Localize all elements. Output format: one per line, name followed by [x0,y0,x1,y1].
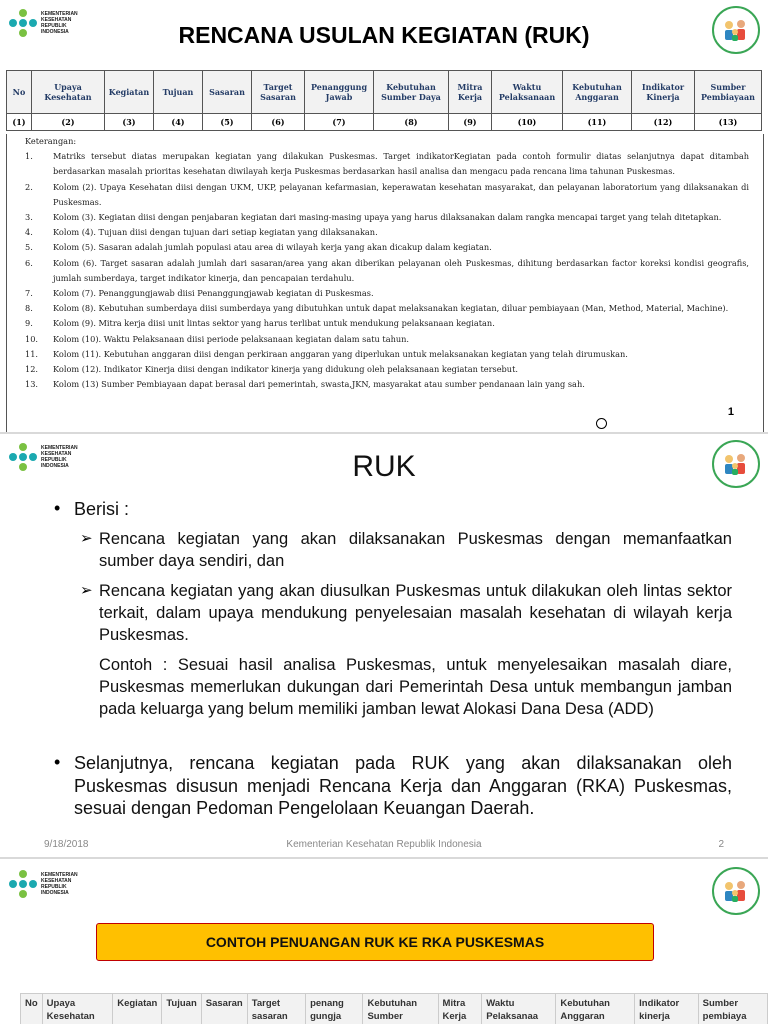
ruk-header-cell: Mitra Kerja [449,71,492,114]
note-number: 9. [25,318,33,329]
slide-1 [0,0,768,432]
note-item [7,377,763,392]
note-number: 7. [25,288,33,299]
note-number: 1. [25,151,33,162]
logo-line: REPUBLIK [41,457,67,463]
note-text: Kolom (5). Sasaran adalah jumlah populasi atau area di wilayah kerja yang akan dicakup dalam kegiatan. [53,242,492,253]
logo-line: INDONESIA [41,890,69,896]
footer-center: Kementerian Kesehatan Republik Indonesia [286,839,482,850]
ruk-number-cell: (10) [492,114,563,131]
bullet-berisi: Berisi : [74,499,130,519]
note-number: 13. [25,379,39,390]
page-title: RENCANA USULAN KEGIATAN (RUK) [178,22,590,48]
logo-line: KEMENTERIAN [41,445,78,451]
example-text: Contoh : Sesuai hasil analisa Puskesmas, untuk menyelesaikan masalah diare, Puskesmas memerlukan dukungan dari Pemerintah Desa untuk membangun jamban pada keluarga yang belum memiliki jamban lewat Alokasi Dana Desa (ADD) [99,656,732,718]
footer-page: 2 [718,839,724,850]
sub-point-1: Rencana kegiatan yang akan dilaksanakan Puskesmas dengan memanfaatkan sumber daya sendiri, dan [99,530,732,570]
note-text: Kolom (10). Waktu Pelaksanaan diisi periode pelaksanaan kegiatan dalam satu tahun. [53,333,410,344]
ruk-number-cell: (1) [7,114,32,131]
note-item [7,256,763,286]
logo-line: KESEHATAN [41,17,72,23]
notes-header: Keterangan: [25,136,77,146]
rka-header-cell: Waktu Pelaksanaa [482,994,556,1024]
note-number: 5. [25,242,33,253]
rka-header-cell: Upaya Kesehatan [42,994,113,1024]
ruk-header-cell: Sumber Pembiayaan [695,71,762,114]
ruk-number-cell: (13) [695,114,762,131]
rka-header-cell: Kegiatan [113,994,162,1024]
ruk-number-row [7,114,762,131]
rka-header-cell: Indikator kinerja [635,994,699,1024]
note-number: 11. [25,348,39,359]
note-item [7,225,763,240]
arrow-bullet-icon: ➢ [80,530,93,547]
note-item [7,347,763,362]
page-number: 1 [727,406,734,418]
rka-header-cell: Kebutuhan Sumber [363,994,438,1024]
note-text: Kolom (2). Upaya Kesehatan diisi dengan UKM, UKP, pelayanan kefarmasian, keperawatan kesehatan masyarakat, dan pelayanan laboratorium yang dilaksanakan di Puskesmas. [53,181,749,207]
ruk-table [6,70,762,131]
rka-header-cell: No [21,994,43,1024]
bullet-dot-icon: • [54,498,61,518]
logo-line: KESEHATAN [41,451,72,457]
rka-header-cell: Tujuan [162,994,201,1024]
ruk-number-cell: (8) [374,114,449,131]
note-number: 6. [25,257,33,268]
ruk-number-cell: (6) [252,114,305,131]
note-item [7,240,763,255]
ruk-number-cell: (9) [449,114,492,131]
ruk-number-cell: (12) [632,114,695,131]
bullet-dot-icon: • [54,752,61,772]
ruk-header-cell: No [7,71,32,114]
sub-point-2: Rencana kegiatan yang akan diusulkan Puskesmas untuk dilakukan oleh lintas sektor terkait, dalam upaya mendukung penyelesaian masalah kesehatan di wilayah kerja Puskesmas. [99,582,732,644]
note-item [7,301,763,316]
logo-text [41,872,78,896]
kemenkes-logo [8,869,78,899]
ruk-header-cell: Upaya Kesehatan [32,71,105,114]
note-text: Kolom (8). Kebutuhan sumberdaya diisi sumberdaya yang dibutuhkan untuk dapat melaksanakan kegiatan, diluar pembiayaan (Man, Method, Material, Machine). [53,303,729,314]
note-item [7,316,763,331]
note-text: Kolom (12). Indikator Kinerja diisi dengan indikator kinerja yang didukung oleh pelaksanaan kegiatan tersebut. [53,364,518,375]
page-title: RUK [352,450,416,483]
note-number: 3. [25,212,33,223]
ruk-header-cell: Sasaran [203,71,252,114]
note-item [7,362,763,377]
ruk-header-cell: Penanggung Jawab [305,71,374,114]
kemenkes-emblem-icon [8,869,38,899]
rka-header-cell: Kebutuhan Anggaran [556,994,635,1024]
note-text: Matriks tersebut diatas merupakan kegiatan yang dilakukan Puskesmas. Target indikatorKegiatan pada contoh formulir diatas selanjutnya dapat ditambah berdasarkan masalah prioritas kesehatan diwilayah kerja Puskesmas berdasarkan hasil analisa dan mengacu pada rencana lima tahunan Puskesmas. [53,151,749,177]
ruk-number-cell: (5) [203,114,252,131]
ruk-number-cell: (11) [563,114,632,131]
ruk-header-cell: Indikator Kinerja [632,71,695,114]
note-item [7,149,763,179]
cursor-circle-icon [596,418,607,429]
ruk-header-cell: Kebutuhan Anggaran [563,71,632,114]
rka-header-cell: Sasaran [201,994,247,1024]
slide-2 [0,434,768,857]
footer-date: 9/18/2018 [44,839,89,850]
ruk-header-cell: Tujuan [154,71,203,114]
note-number: 8. [25,303,33,314]
logo-line: REPUBLIK [41,23,67,29]
ruk-header-cell: Kegiatan [105,71,154,114]
slide-3 [0,859,768,1024]
logo-line: KEMENTERIAN [41,872,78,878]
note-item [7,332,763,347]
rka-header-row [21,994,768,1024]
logo-line: KEMENTERIAN [41,11,78,17]
rka-header-cell: Mitra Kerja [438,994,482,1024]
notes-section [6,134,764,432]
rka-table [20,993,768,1024]
ruk-header-cell: Waktu Pelaksanaan [492,71,563,114]
note-item [7,210,763,225]
note-text: Kolom (9). Mitra kerja diisi unit lintas sektor yang harus terlibat untuk mendukung pelaksanaan kegiatan. [53,318,495,329]
note-item [7,286,763,301]
logo-line: INDONESIA [41,29,69,35]
logo-line: REPUBLIK [41,884,67,890]
bullet-selanjutnya: Selanjutnya, rencana kegiatan pada RUK yang akan dilaksanakan oleh Puskesmas disusun menjadi Rencana Kerja dan Anggaran (RKA) Puskesmas, sesuai dengan Pedoman Pengelolaan Keuangan Daerah. [74,753,732,818]
rka-header-cell: Sumber pembiaya [698,994,767,1024]
note-text: Kolom (7). Penanggungjawab diisi Penanggungjawab kegiatan di Puskesmas. [53,288,374,299]
family-badge-icon [712,867,760,915]
ruk-header-cell: Kebutuhan Sumber Daya [374,71,449,114]
note-number: 4. [25,227,33,238]
note-item [7,180,763,210]
note-number: 2. [25,181,33,192]
arrow-bullet-icon: ➢ [80,582,93,599]
note-text: Kolom (3). Kegiatan diisi dengan penjabaran kegiatan dari masing-masing upaya yang harus dilaksanakan dalam rangka mencapai target yang telah ditetapkan. [53,212,722,223]
rka-title-box: CONTOH PENUANGAN RUK KE RKA PUSKESMAS [96,923,654,961]
note-text: Kolom (11). Kebutuhan anggaran diisi dengan perkiraan anggaran yang diperlukan untuk melaksanakan kegiatan yang telah dirumuskan. [53,348,628,359]
note-text: Kolom (6). Target sasaran adalah jumlah dari sasaran/area yang akan diberikan pelayanan oleh Puskesmas, dihitung berdasarkan factor koreksi kondisi geografis, jumlah sumberdaya, target indikator kinerja, dan pencapaian terdahulu. [53,257,749,283]
ruk-header-row [7,71,762,114]
note-number: 10. [25,333,39,344]
note-text: Kolom (13) Sumber Pembiayaan dapat berasal dari pemerintah, swasta,JKN, masyarakat atau sumber pendanaan lain yang sah. [53,379,585,390]
logo-line: INDONESIA [41,463,69,469]
notes-list [7,149,763,392]
rka-header-cell: Target sasaran [247,994,305,1024]
logo-line: KESEHATAN [41,878,72,884]
ruk-number-cell: (7) [305,114,374,131]
ruk-number-cell: (2) [32,114,105,131]
rka-header-cell: penang gungja [306,994,363,1024]
note-number: 12. [25,364,39,375]
ruk-number-cell: (3) [105,114,154,131]
ruk-header-cell: Target Sasaran [252,71,305,114]
ruk-number-cell: (4) [154,114,203,131]
note-text: Kolom (4). Tujuan diisi dengan tujuan dari setiap kegiatan yang dilaksanakan. [53,227,378,238]
